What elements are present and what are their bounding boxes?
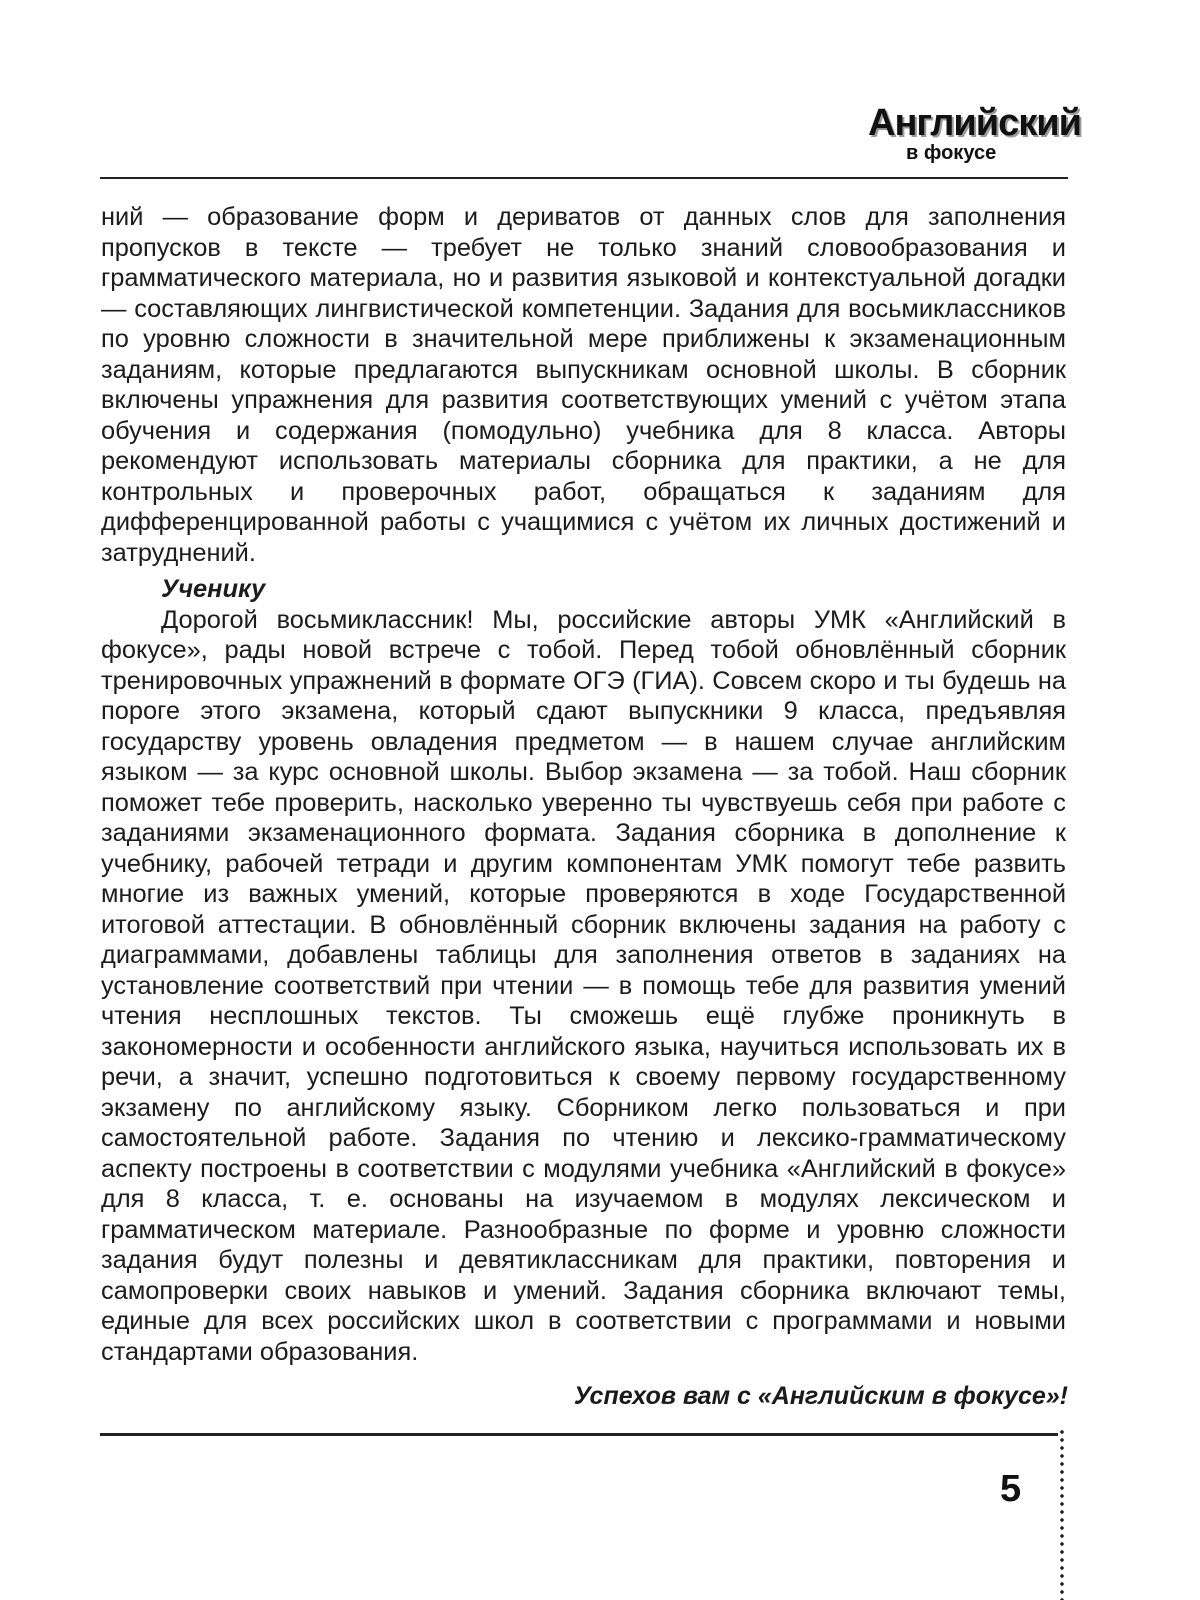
logo-subtitle: в фокусе bbox=[906, 142, 997, 164]
footer-rule bbox=[100, 1433, 1058, 1436]
series-logo bbox=[868, 102, 1082, 172]
header-rule bbox=[100, 177, 1068, 179]
body-text bbox=[101, 202, 1066, 1367]
paragraph-continued: ний — образование форм и дериватов от данных слов для заполнения пропусков в тексте — требует не только знаний словообразования и грамматического материала, но и развития языковой и контекстуальной догадки — составляющих лингвистической компетенции. Задания для восьмиклассников по уровню сложности в значительной мере приближены к экзаменационным заданиям, которые предлагаются выпускникам основной школы. В сборник включены упражнения для развития соответствующих умений с учётом этапа обучения и содержания (помодульно) учебника для 8 класса. Авторы рекомендуют использовать материалы сборника для практики, а не для контрольных и проверочных работ, обращаться к заданиям для дифференцированной работы с учащимися с учётом их личных достижений и затруднений. bbox=[101, 203, 1066, 567]
dotted-margin-line bbox=[1059, 1428, 1065, 1600]
closing-line: Успехов вам с «Английским в фокусе»! bbox=[573, 1382, 1068, 1410]
page-number: 5 bbox=[1000, 1468, 1022, 1510]
paragraph-student: Дорогой восьмиклассник! Мы, российские авторы УМК «Английский в фокусе», рады новой встрече с тобой. Перед тобой обновлённый сборник тренировочных упражнений в формате ОГЭ (ГИА). Совсем скоро и ты будешь на пороге этого экзамена, который сдают выпускники 9 класса, предъявляя государству уровень овладения предметом — в нашем случае английским языком — за курс основной школы. Выбор экзамена — за тобой. Наш сборник поможет тебе проверить, насколько уверенно ты чувствуешь себя при работе с заданиями экзаменационного формата. Задания сборника в дополнение к учебнику, рабочей тетради и другим компонентам УМК помогут тебе развить многие из важных умений, которые проверяются в ходе Государственной итоговой аттестации. В обновлённый сборник включены задания на работу с диаграммами, добавлены таблицы для заполнения ответов в заданиях на установление соответствий при чтении — в помощь тебе для развития умений чтения несплошных текстов. Ты сможешь ещё глубже проникнуть в закономерности и особенности английского языка, научиться использовать их в речи, а значит, успешно подготовиться к своему первому государственному экзамену по английскому языку. Сборником легко пользоваться и при самостоятельной работе. Задания по чтению и лексико-грамматическому аспекту построены в соответствии с модулями учебника «Английский в фокусе» для 8 класса, т. е. основаны на изучаемом в модулях лексическом и грамматическом материале. Разнообразные по форме и уровню сложности задания будут полезны и девятиклассникам для практики, повторения и самопроверки своих навыков и умений. Задания сборника включают темы, единые для всех российских школ в соответствии с программами и новыми стандартами образования. bbox=[101, 605, 1066, 1366]
section-heading: Ученику bbox=[161, 575, 266, 603]
logo-title: Английский bbox=[868, 102, 1082, 144]
